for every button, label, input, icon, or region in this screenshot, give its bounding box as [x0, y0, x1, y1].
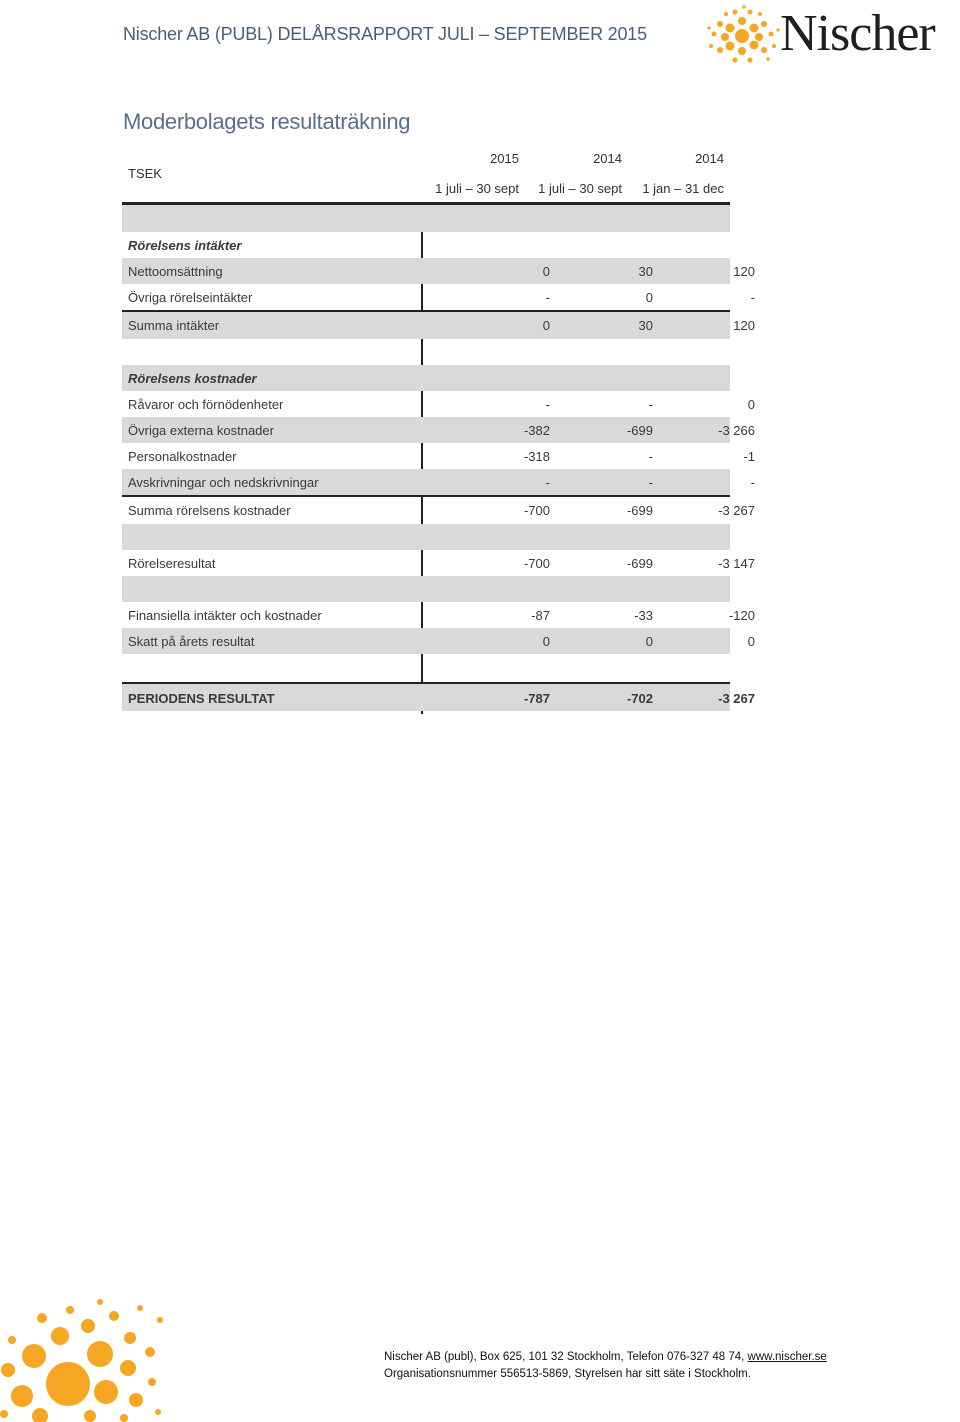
column-year-2: 2014 — [593, 151, 622, 166]
row-value: -87 — [531, 608, 550, 623]
row-value: 0 — [542, 264, 550, 279]
table-row-section-heading — [122, 232, 730, 258]
row-value: -3 267 — [718, 503, 755, 518]
website-link[interactable]: www.nischer.se — [747, 1351, 827, 1363]
row-value: 0 — [542, 318, 550, 333]
table-row-spacer — [122, 576, 730, 602]
column-period-1: 1 juli – 30 sept — [435, 181, 519, 196]
table-row — [122, 443, 755, 469]
row-value: -700 — [523, 503, 550, 518]
column-period-2: 1 juli – 30 sept — [538, 181, 622, 196]
row-label: Rörelsens intäkter — [128, 238, 242, 253]
row-label: Nettoomsättning — [128, 264, 223, 279]
table-row-subtotal — [122, 495, 755, 524]
row-value: 0 — [645, 634, 653, 649]
report-header-title: Nischer AB (PUBL) DELÅRSRAPPORT JULI – SEPTEMBER 2015 — [123, 24, 647, 44]
table-row-subtotal — [122, 310, 755, 339]
row-value: - — [750, 475, 755, 490]
row-label: Summa rörelsens kostnader — [128, 503, 291, 518]
row-label: Övriga externa kostnader — [128, 423, 274, 438]
row-value: 120 — [733, 264, 755, 279]
table-row — [122, 258, 755, 284]
row-value: - — [648, 449, 653, 464]
column-year-1: 2015 — [490, 151, 519, 166]
nischer-logo — [706, 4, 960, 66]
row-value: -3 266 — [718, 423, 755, 438]
row-label: Avskrivningar och nedskrivningar — [128, 475, 319, 490]
row-label: Summa intäkter — [128, 318, 220, 333]
table-row — [122, 469, 755, 495]
unit-label: TSEK — [128, 166, 162, 181]
row-value: 30 — [638, 264, 653, 279]
table-row — [122, 391, 755, 417]
footer-address — [384, 1351, 827, 1363]
row-label: Rörelsens kostnader — [128, 371, 257, 386]
table-row — [122, 205, 730, 232]
table-row-spacer — [122, 524, 730, 550]
row-value: -699 — [626, 503, 653, 518]
decorative-sun-dots-icon — [0, 1296, 170, 1422]
footer-org-number: Organisationsnummer 556513-5869, Styrelsen har sitt säte i Stockholm. — [384, 1368, 751, 1380]
income-statement-table — [122, 202, 755, 711]
footer-address-text: Nischer AB (publ), Box 625, 101 32 Stockholm, Telefon 076-327 48 74, — [384, 1351, 748, 1363]
row-value: 30 — [638, 318, 653, 333]
row-value: - — [648, 475, 653, 490]
table-row — [122, 550, 755, 576]
row-value: - — [545, 475, 550, 490]
row-label: Råvaror och förnödenheter — [128, 397, 284, 412]
table-row-spacer — [122, 339, 730, 365]
row-value: -699 — [626, 423, 653, 438]
row-value: 120 — [733, 318, 755, 333]
row-value: 0 — [542, 634, 550, 649]
row-value: 0 — [747, 397, 755, 412]
row-value: -318 — [523, 449, 550, 464]
table-row-total — [122, 682, 755, 711]
table-row — [122, 284, 755, 310]
row-label: Finansiella intäkter och kostnader — [128, 608, 322, 623]
row-value: -787 — [523, 691, 550, 706]
row-label: Rörelseresultat — [128, 556, 216, 571]
table-row-section-heading — [122, 365, 730, 391]
table-row — [122, 628, 755, 654]
column-year-3: 2014 — [695, 151, 724, 166]
row-value: -1 — [743, 449, 755, 464]
logo-wordmark: Nischer — [780, 5, 935, 62]
row-value: 0 — [747, 634, 755, 649]
row-value: - — [545, 290, 550, 305]
row-value: -700 — [523, 556, 550, 571]
row-value: -702 — [626, 691, 653, 706]
row-value: -120 — [728, 608, 755, 623]
table-row — [122, 602, 755, 628]
column-period-3: 1 jan – 31 dec — [642, 181, 724, 196]
sun-dots-icon — [706, 4, 786, 66]
row-value: - — [750, 290, 755, 305]
row-value: -3 267 — [718, 691, 755, 706]
row-value: -699 — [626, 556, 653, 571]
row-label: Skatt på årets resultat — [128, 634, 255, 649]
row-value: 0 — [645, 290, 653, 305]
row-value: - — [648, 397, 653, 412]
page-title: Moderbolagets resultaträkning — [123, 109, 411, 134]
table-row-spacer — [122, 654, 730, 682]
row-value: -33 — [634, 608, 653, 623]
row-label: Övriga rörelseintäkter — [128, 290, 253, 305]
row-label: Personalkostnader — [128, 449, 237, 464]
row-label: PERIODENS RESULTAT — [128, 691, 275, 706]
row-value: - — [545, 397, 550, 412]
table-row — [122, 417, 755, 443]
row-value: -3 147 — [718, 556, 755, 571]
row-value: -382 — [523, 423, 550, 438]
